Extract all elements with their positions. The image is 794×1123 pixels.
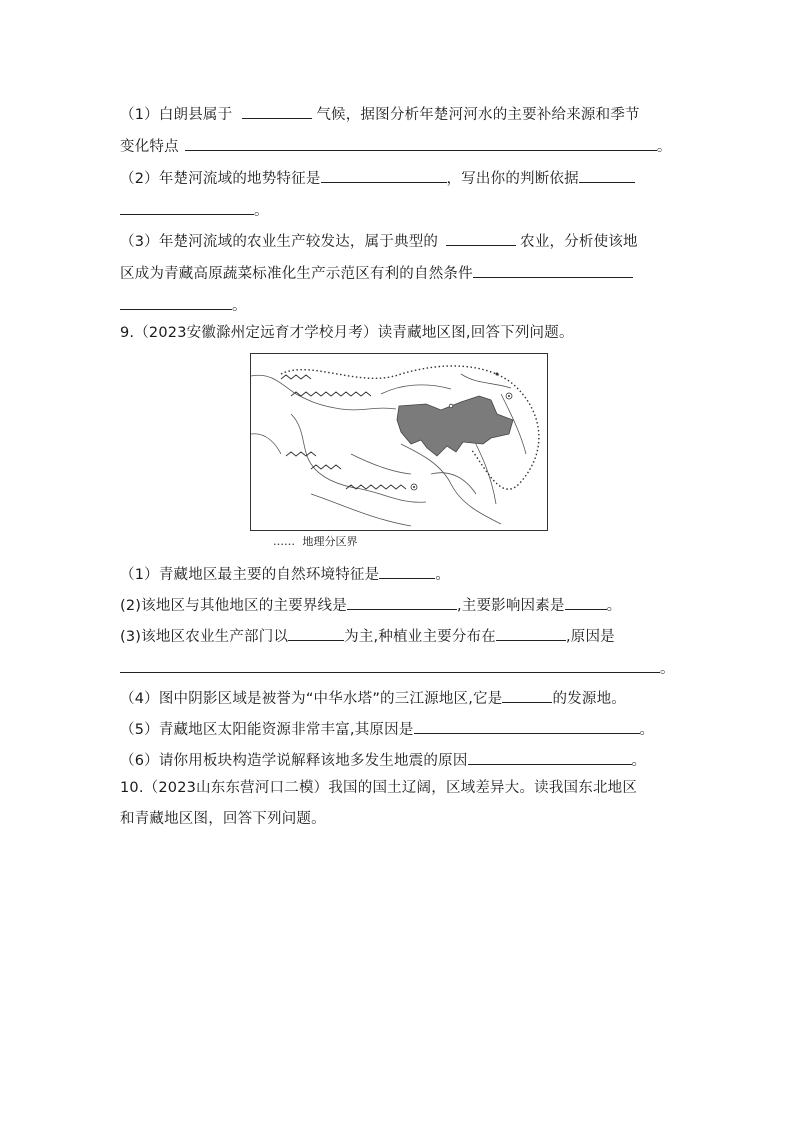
q8-part1-line1: （1）白朗县属于 气候，据图分析年楚河河水的主要补给来源和季节 — [120, 102, 640, 125]
q9-sub3-line1: (3)该地区农业生产部门以 为主,种植业主要分布在 ,原因是 — [120, 624, 615, 647]
answer-blank[interactable] — [120, 293, 232, 310]
q9-sub2: (2)该地区与其他地区的主要界线是 ,主要影响因素是 。 — [120, 593, 621, 616]
q8-part3-line3: 。 — [120, 293, 247, 316]
answer-blank[interactable] — [496, 624, 566, 641]
q9-sub5: （5）青藏地区太阳能资源非常丰富,其原因是 。 — [120, 717, 654, 740]
q8-part2-line1: （2）年楚河流域的地势特征是 ，写出你的判断依据 — [120, 166, 635, 189]
answer-blank[interactable] — [321, 166, 447, 183]
q8-part3-line1: （3）年楚河流域的农业生产较发达，属于典型的 农业，分析使该地 — [120, 229, 638, 252]
answer-blank[interactable] — [288, 624, 344, 641]
answer-blank[interactable] — [579, 166, 635, 183]
sanjiangyuan-shaded-area — [397, 396, 513, 456]
answer-blank[interactable] — [120, 198, 254, 215]
answer-blank[interactable] — [468, 748, 632, 765]
q9-sub3-line2: 。 — [120, 656, 675, 679]
q9-sub6: （6）请你用板块构造学说解释该地多发生地震的原因 。 — [120, 748, 646, 771]
q9-stem: 9.（2023安徽滁州定远育才学校月考）读青藏地区图,回答下列问题。 — [120, 325, 574, 341]
answer-blank[interactable] — [502, 686, 552, 703]
answer-blank[interactable] — [473, 261, 633, 278]
q8-part1-line2: 变化特点 。 — [120, 134, 672, 157]
answer-blank[interactable] — [242, 102, 312, 119]
legend-dotted-symbol: …… — [273, 535, 295, 548]
q9-sub1: （1）青藏地区最主要的自然环境特征是 。 — [120, 562, 450, 585]
q8-part2-line2: 。 — [120, 198, 269, 221]
lake-marker — [496, 373, 499, 376]
q8-part3-line2: 区成为青藏高原蔬菜标准化生产示范区有利的自然条件 — [120, 261, 633, 284]
answer-blank[interactable] — [120, 656, 660, 673]
answer-blank[interactable] — [185, 134, 657, 151]
qinghai-tibet-map — [250, 353, 548, 531]
q10-stem-line2: 和青藏地区图，回答下列问题。 — [120, 811, 326, 827]
q9-sub4: （4）图中阴影区域是被誉为“中华水塔”的三江源地区,它是 的发源地。 — [120, 686, 626, 709]
city-marker — [449, 404, 453, 408]
answer-blank[interactable] — [347, 593, 457, 610]
map-legend — [273, 535, 358, 549]
legend-label: 地理分区界 — [302, 535, 358, 548]
q10-stem-line1: 10.（2023山东东营河口二模）我国的国土辽阔，区域差异大。读我国东北地区 — [120, 780, 638, 796]
answer-blank[interactable] — [446, 229, 516, 246]
answer-blank[interactable] — [565, 593, 607, 610]
answer-blank[interactable] — [414, 717, 640, 734]
map-graphic — [251, 354, 547, 530]
answer-blank[interactable] — [379, 562, 435, 579]
